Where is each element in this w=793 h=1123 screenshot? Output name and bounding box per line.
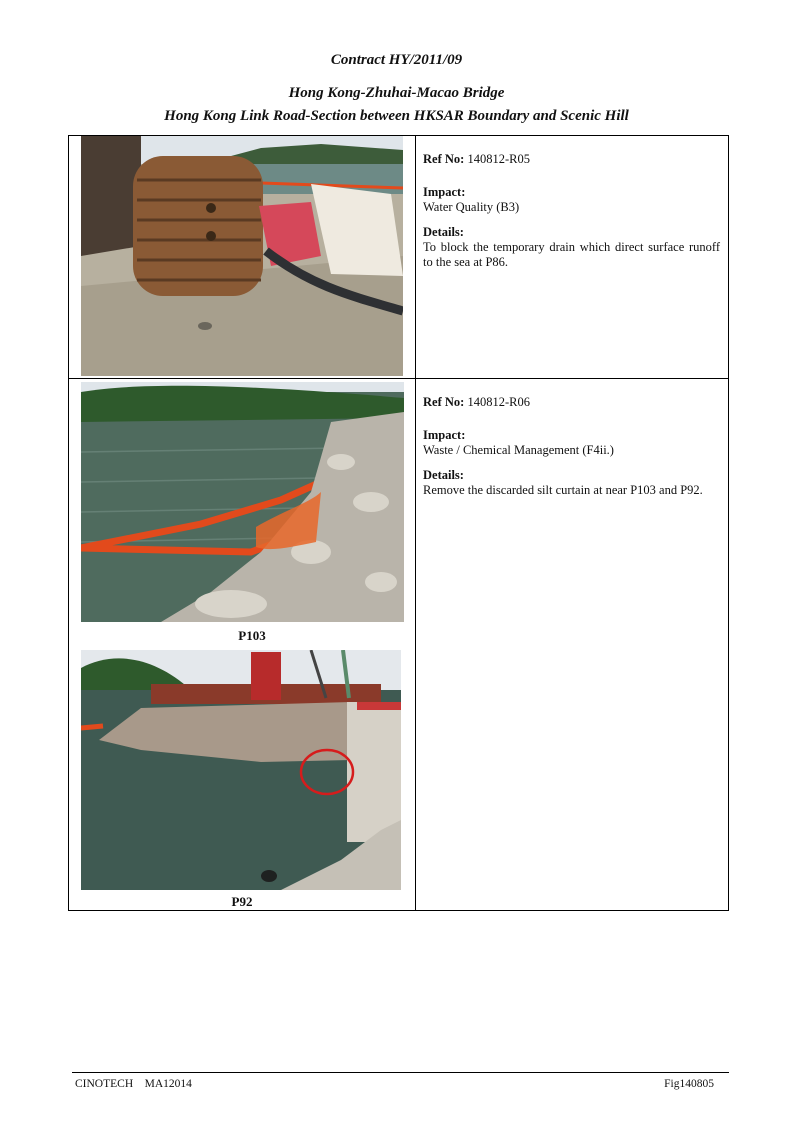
site-photo-p92 [81,650,401,890]
details-text: To block the temporary drain which direct surface runoff to the sea at P86. [423,240,720,269]
site-photo-p103 [81,382,404,622]
impact-text: Waste / Chemical Management (F4ii.) [423,443,614,457]
contract-title: Contract HY/2011/09 [330,52,463,68]
footer-right: Fig140805 [664,1078,714,1090]
details-block [423,225,720,270]
ref-line [423,395,720,410]
details-block [423,468,720,498]
photo-cell [69,379,416,911]
section-title: Hong Kong Link Road-Section between HKSAR Boundary and Scenic Hill [164,108,629,124]
impact-block [423,428,720,458]
footer-left: CINOTECH MA12014 [75,1078,192,1090]
footer-rule [72,1072,729,1073]
project-title: Hong Kong-Zhuhai-Macao Bridge [288,85,505,101]
ref-label: Ref No: [423,152,465,166]
ref-number: 140812-R05 [467,152,530,166]
details-label: Details: [423,468,464,482]
info-cell [416,136,729,379]
photo-caption-p103: P103 [238,628,266,643]
table-row [69,136,729,379]
photo-cell [69,136,416,379]
impact-text: Water Quality (B3) [423,200,520,214]
photo-caption-p92: P92 [231,894,253,909]
site-photo-excavator-track [81,136,403,376]
ref-line [423,152,720,167]
impact-label: Impact: [423,185,466,199]
info-cell [416,379,729,911]
table-row [69,379,729,911]
observation-table [68,135,729,911]
impact-label: Impact: [423,428,466,442]
ref-number: 140812-R06 [467,395,530,409]
details-text: Remove the discarded silt curtain at near P103 and P92. [423,483,703,497]
impact-block [423,185,720,215]
details-label: Details: [423,225,464,239]
ref-label: Ref No: [423,395,465,409]
